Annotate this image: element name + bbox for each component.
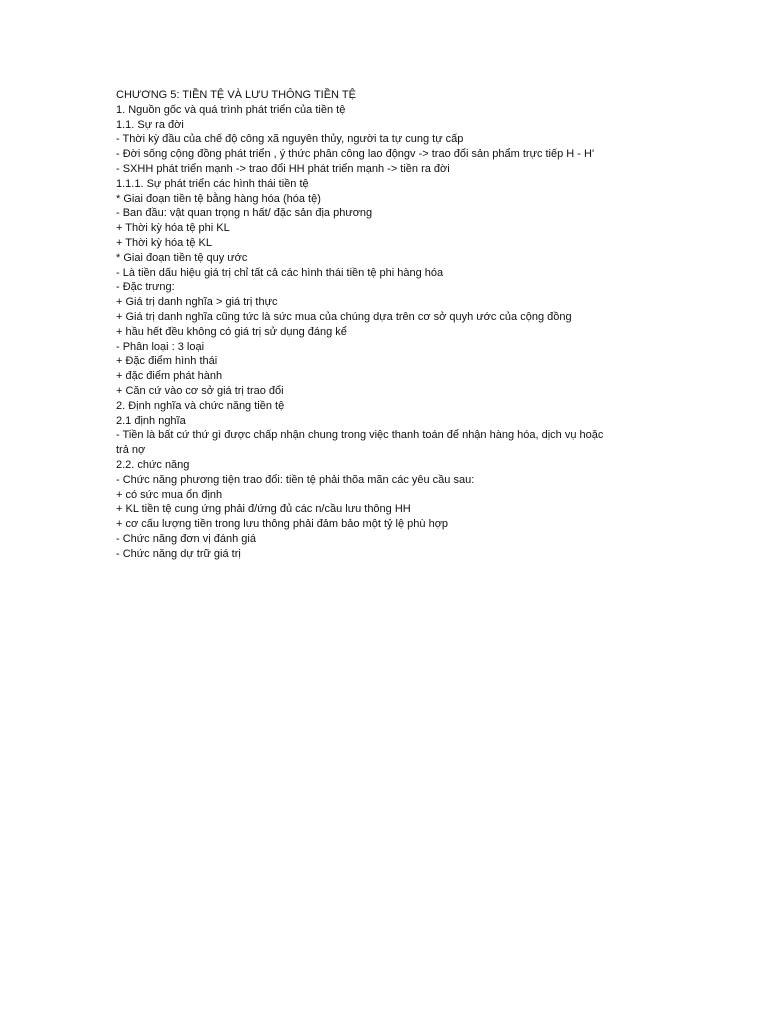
text-line: + Giá trị danh nghĩa > giá trị thực [116, 296, 278, 309]
text-line: + Thời kỳ hóa tệ KL [116, 236, 212, 249]
text-line: - Ban đầu: vật quan trọng n hất/ đặc sản địa phương [116, 207, 373, 220]
text-line: - SXHH phát triển mạnh -> trao đổi HH phát triển mạnh -> tiền ra đời [116, 162, 450, 175]
chapter-title: CHƯƠNG 5: TIỀN TỆ VÀ LƯU THÔNG TIỀN TỆ [116, 89, 356, 101]
text-line: - Đời sống cộng đồng phát triển , ý thức phân công lao độngv -> trao đổi sản phẩm trực tiếp H - H' [116, 148, 595, 161]
text-line: - Phân loại : 3 loại [116, 340, 205, 353]
text-line: - Chức năng dự trữ giá trị [116, 547, 241, 560]
text-line: + đặc điểm phát hành [116, 370, 223, 383]
text-line: - Chức năng đơn vị đánh giá [116, 532, 256, 545]
text-line: - Thời kỳ đầu của chế độ công xã nguyên thủy, người ta tự cung tự cấp [116, 133, 464, 146]
subsection-heading: 2.1 định nghĩa [116, 414, 186, 427]
subsection-heading: 1.1. Sự ra đời [116, 118, 184, 131]
text-line: trả nợ [116, 444, 146, 457]
text-line: + Thời kỳ hóa tệ phi KL [116, 222, 230, 235]
text-line: + KL tiền tệ cung ứng phải đ/ứng đủ các n/cầu lưu thông HH [116, 503, 411, 516]
text-line: + Căn cứ vào cơ sở giá trị trao đổi [116, 384, 284, 397]
section-heading: 1. Nguồn gốc và quá trình phát triển của tiền tệ [116, 103, 346, 116]
text-line: + có sức mua ổn định [116, 488, 223, 501]
text-line: - Tiền là bất cứ thứ gì được chấp nhận chung trong việc thanh toán để nhận hàng hóa, dịch vụ hoặc [116, 429, 604, 442]
text-line: * Giai đoạn tiền tệ quy ước [116, 251, 248, 264]
text-line: + Đặc điểm hình thái [116, 355, 218, 368]
document-body [116, 88, 676, 562]
text-line: + Giá trị danh nghĩa cũng tức là sức mua của chúng dựa trên cơ sở quyh ước của cộng đồng [116, 310, 572, 323]
text-line: - Chức năng phương tiện trao đổi: tiền tệ phải thõa mãn các yêu cầu sau: [116, 473, 475, 486]
subsection-heading: 1.1.1. Sự phát triển các hình thái tiền tệ [116, 177, 309, 190]
text-line: - Đặc trưng: [116, 281, 175, 294]
text-line: + cơ cấu lượng tiền trong lưu thông phải đảm bảo một tỷ lệ phù hợp [116, 518, 449, 531]
text-line: - Là tiền dấu hiệu giá trị chỉ tất cả các hình thái tiền tệ phi hàng hóa [116, 266, 444, 279]
text-line: * Giai đoạn tiền tệ bằng hàng hóa (hóa tệ) [116, 192, 321, 205]
section-heading: 2. Định nghĩa và chức năng tiền tệ [116, 399, 285, 412]
text-line: + hầu hết đều không có giá trị sử dụng đáng kể [116, 325, 347, 338]
subsection-heading: 2.2. chức năng [116, 458, 190, 471]
